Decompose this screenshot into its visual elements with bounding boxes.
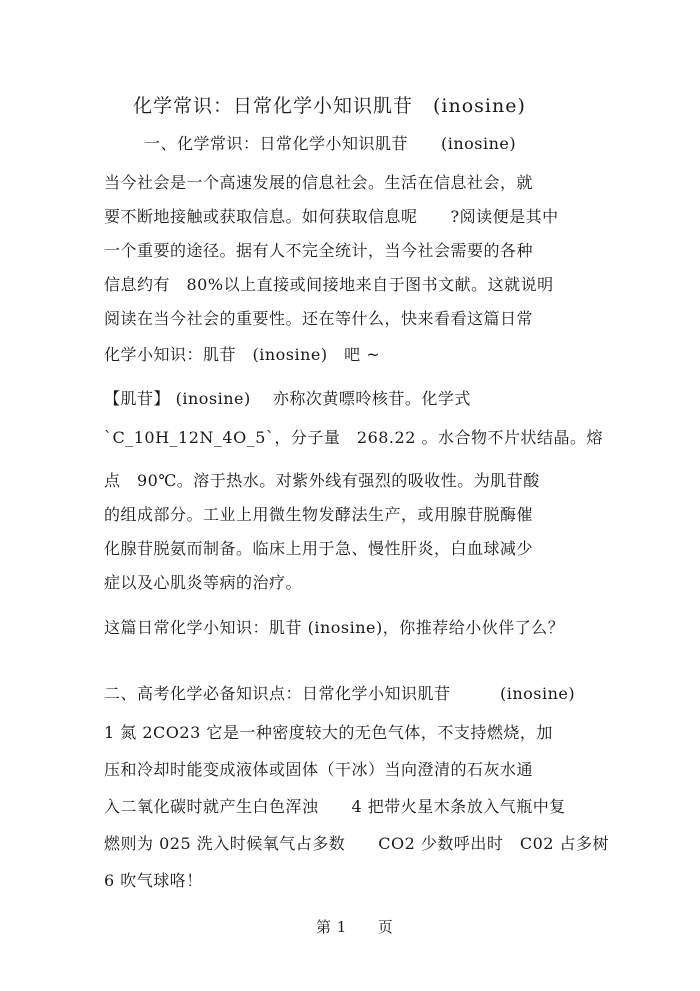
- paragraph-line: 阅读在当今社会的重要性。还在等什么，快来看看这篇日常: [104, 309, 534, 328]
- paragraph-line: 点 90℃。溶于热水。对紫外线有强烈的吸收性。为肌苷酸: [104, 471, 540, 490]
- section-1-heading: 一、化学常识：日常化学小知识肌苷 (inosine): [144, 134, 517, 153]
- paragraph-line: 6 吹气球咯！: [104, 871, 203, 890]
- paragraph-line: `C_10H_12N_4O_5`，分子量 268.22 。水合物不片状结晶。熔: [104, 428, 603, 447]
- paragraph-line: 压和冷却时能变成液体或固体（干冰）当向澄清的石灰水通: [104, 760, 534, 779]
- section-2-heading: 二、高考化学必备知识点：日常化学小知识肌苷 (inosine): [104, 684, 576, 703]
- paragraph-line: 信息约有 80%以上直接或间接地来自于图书文献。这就说明: [104, 275, 554, 294]
- paragraph-line: 要不断地接触或获取信息。如何获取信息呢 ?阅读便是其中: [104, 207, 559, 226]
- closing-line: 这篇日常化学小知识：肌苷 (inosine)，你推荐给小伙伴了么？: [104, 618, 565, 637]
- paragraph-line: 症以及心肌炎等病的治疗。: [104, 573, 303, 592]
- paragraph-line: 1 氮 2CO23 它是一种密度较大的无色气体，不支持燃烧，加: [104, 723, 553, 742]
- paragraph-line: 化腺苷脱氨而制备。临床上用于急、慢性肝炎，白血球减少: [104, 539, 534, 558]
- paragraph-line: 【肌苷】 (inosine) 亦称次黄嘌呤核苷。化学式: [104, 389, 471, 408]
- paragraph-line: 当今社会是一个高速发展的信息社会。生活在信息社会，就: [104, 173, 534, 192]
- document-title: 化学常识：日常化学小知识肌苷 (inosine): [133, 95, 526, 117]
- paragraph-line: 燃则为 025 洗入时候氧气占多数 CO2 少数呼出时 C02 占多树: [104, 834, 610, 853]
- paragraph-line: 入二氧化碳时就产生白色浑浊 4 把带火星木条放入气瓶中复: [104, 797, 566, 816]
- paragraph-line: 化学小知识：肌苷 (inosine) 吧 ~: [104, 345, 381, 364]
- paragraph-line: 一个重要的途径。据有人不完全统计，当今社会需要的各种: [104, 241, 534, 260]
- paragraph-line: 的组成部分。工业上用微生物发酵法生产，或用腺苷脱酶催: [104, 505, 534, 524]
- page-number: 第 1 页: [316, 918, 394, 936]
